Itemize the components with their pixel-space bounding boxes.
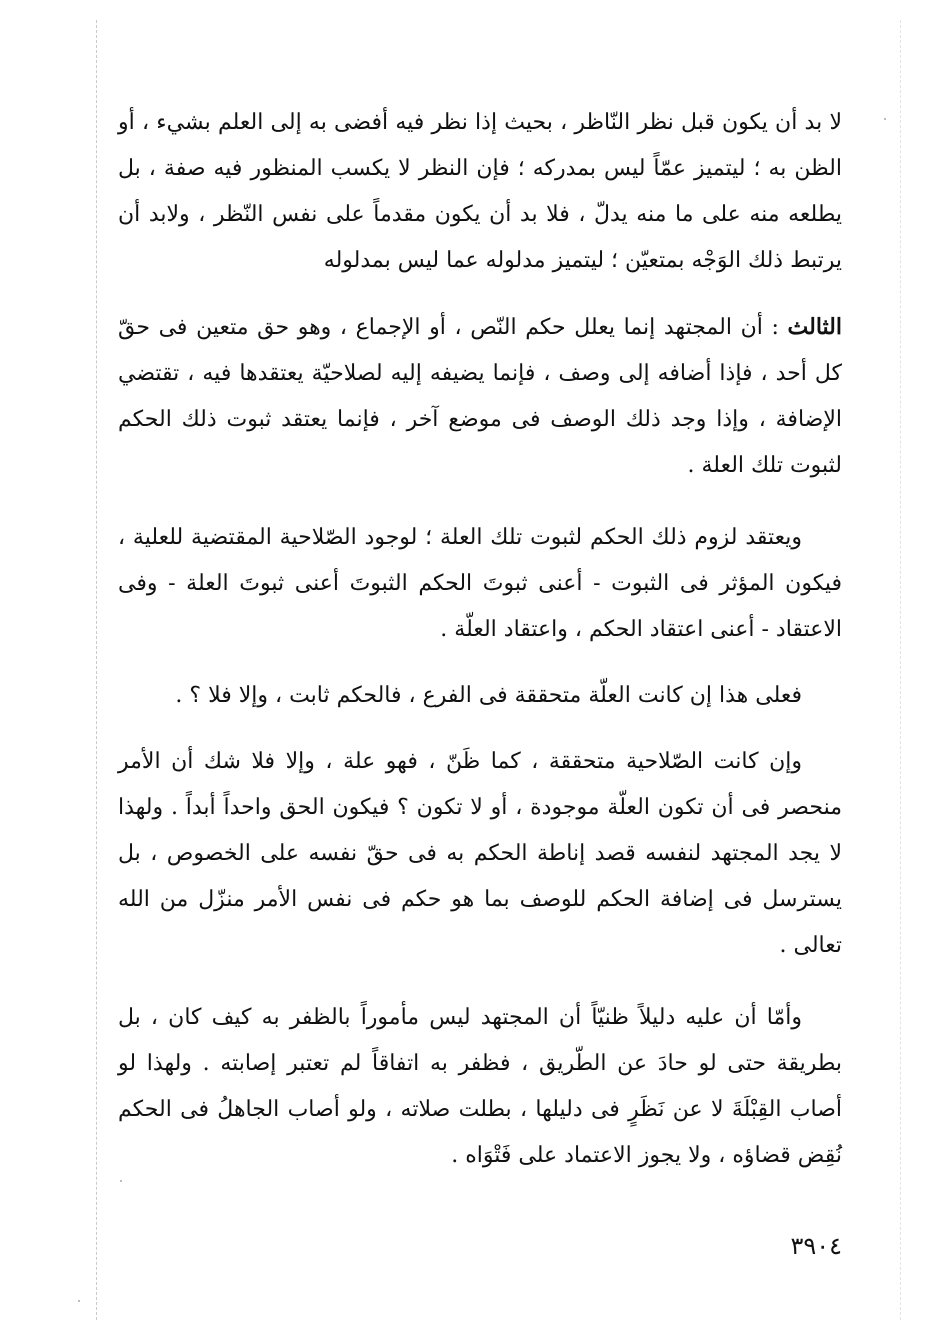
scan-speck (884, 118, 886, 120)
paragraph-text: ويعتقد لزوم ذلك الحكم لثبوت تلك العلة ؛ لوجود الصّلاحية المقتضية للعلية ، فيكون المؤثر فى الثبوت - أعنى ثبوتَ الحكم الثبوتَ أعنى ثبوتَ العلة - وفى الاعتقاد - أعنى اعتقاد الحكم ، واعتقاد العلّة . (118, 525, 842, 642)
paragraph-text: لا بد أن يكون قبل نظر النّاظر ، بحيث إذا نظر فيه أفضى به إلى العلم بشيء ، أو الظن به ؛ ليتميز عمّاً ليس بمدركه ؛ فإن النظر لا يكسب المنظور فيه صفة ، بل يطلعه منه على ما منه يدلّ ، فلا بد أن يكون مقدماً على نفس النّظر ، ولابد أن يرتبط ذلك الوَجْه بمتعيّن ؛ ليتميز مدلوله عما ليس بمدلوله (118, 110, 842, 273)
page-number: ٣٩٠٤ (790, 1232, 842, 1260)
paragraph-text: وأمّا أن عليه دليلاً ظنيّاً أن المجتهد ليس مأموراً بالظفر به كيف كان ، بل بطريقة حتى لو حادَ عن الطّريق ، فظفر به اتفاقاً لم تعتبر إصابته . ولهذا لو أصاب القِبْلَةَ لا عن نَظَرٍ فى دليلها ، بطلت صلاته ، ولو أصاب الجاهلُ فى الحكم نُقِض قضاؤه ، ولا يجوز الاعتماد على فَتْوَاه . (118, 1005, 842, 1168)
paragraph-6 (118, 995, 842, 1179)
scan-speck (120, 1180, 122, 1182)
paragraph-4 (118, 673, 842, 719)
paragraph-lead: الثالث (787, 314, 842, 340)
scan-border-right (900, 20, 901, 1320)
paragraph-5 (118, 739, 842, 969)
paragraph-text: : أن المجتهد إنما يعلل حكم النّص ، أو الإجماع ، وهو حق متعين فى حقّ كل أحد ، فإذا أضافه إلى وصف ، فإنما يضيفه إليه لصلاحيّة يعتقدها فيه ، تقتضي الإضافة ، وإذا وجد ذلك الوصف فى موضع آخر ، فإنما يعتقد ثبوت ذلك الحكم لثبوت تلك العلة . (118, 315, 842, 478)
paragraph-1 (118, 100, 842, 284)
scan-speck (78, 1300, 80, 1302)
body-text (118, 100, 842, 1179)
paragraph-text: وإن كانت الصّلاحية متحققة ، كما ظَنّ ، فهو علة ، وإلا فلا شك أن الأمر منحصر فى أن تكون العلّة موجودة ، أو لا تكون ؟ فيكون الحق واحداً أبداً . ولهذا لا يجد المجتهد لنفسه قصد إناطة الحكم به فى حقّ نفسه على الخصوص ، بل يسترسل فى إضافة الحكم للوصف بما هو حكم فى نفس الأمر منزّل من الله تعالى . (118, 749, 842, 958)
paragraph-text: فعلى هذا إن كانت العلّة متحققة فى الفرع ، فالحكم ثابت ، وإلا فلا ؟ . (175, 683, 802, 708)
scan-border-left (96, 20, 97, 1320)
paragraph-2 (118, 304, 842, 489)
paragraph-3 (118, 515, 842, 653)
